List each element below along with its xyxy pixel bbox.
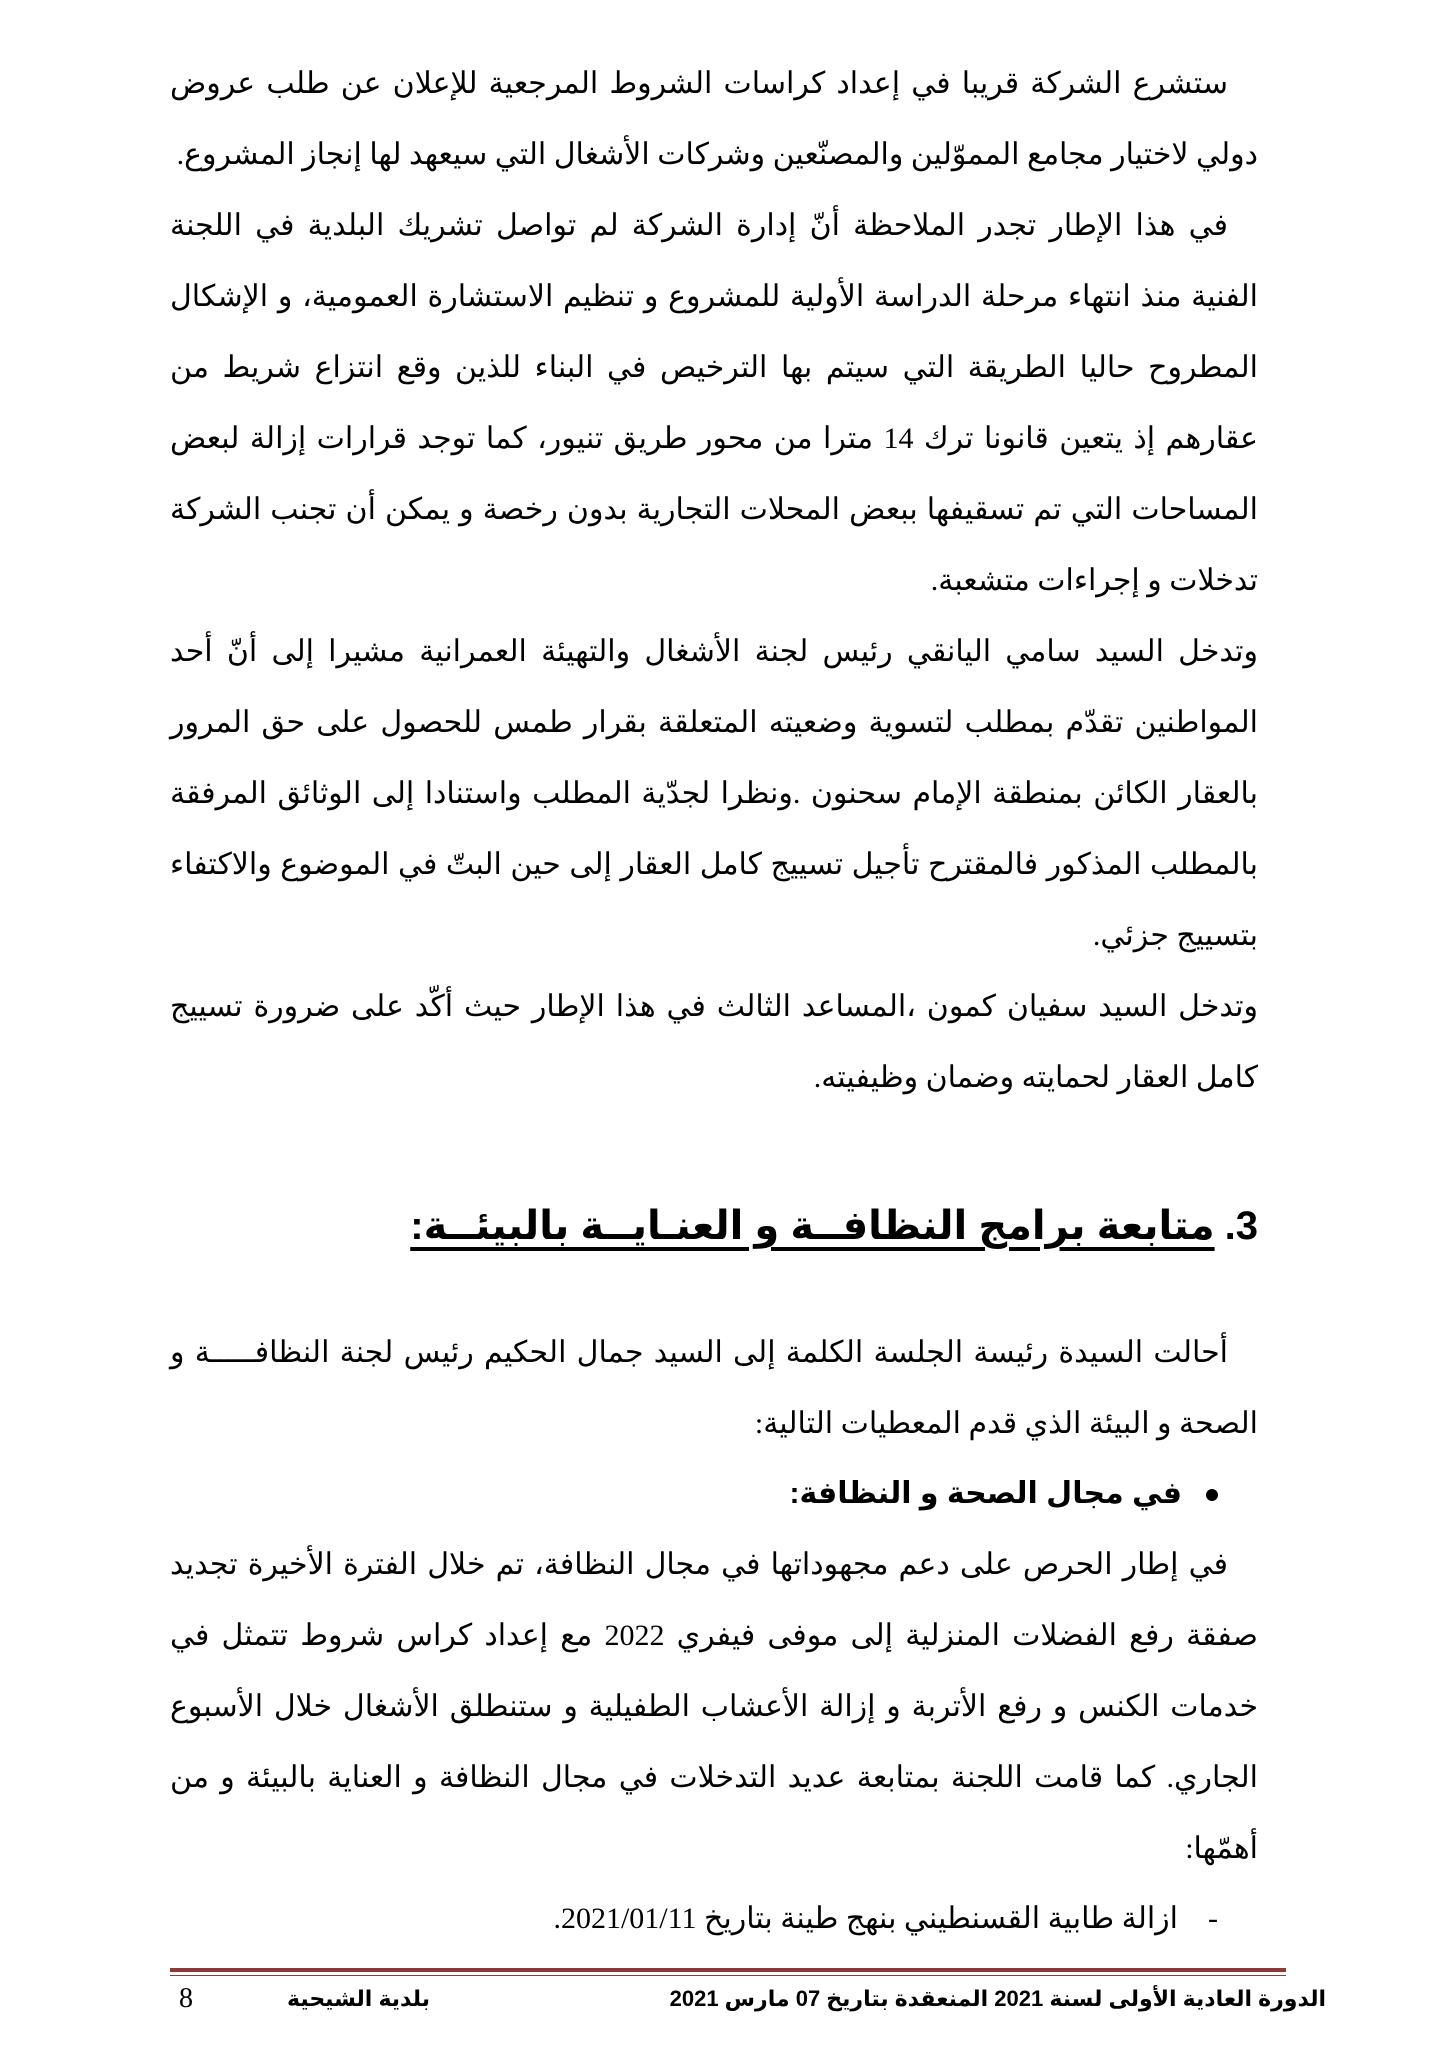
paragraph-technical-committee: في هذا الإطار تجدر الملاحظة أنّ إدارة الشركة لم تواصل تشريك البلدية في اللجنة الفنية منذ انتهاء مرحلة الدراسة الأولية للمشروع و تنظيم الاستشارة العمومية، و الإشكال المطروح حاليا الطريقة التي سيتم بها الترخيص في البناء للذين وقع انتزاع شريط من عقارهم إذ يتعين قانونا ترك 14 مترا من محور طريق تنيور، كما توجد قرارات إزالة لبعض المساحات التي تم تسقيفها ببعض المحلات التجارية بدون رخصة و يمكن أن تجنب الشركة تدخلات و إجراءات متشعبة. — [170, 209, 1258, 597]
bullet-heading-health — [170, 1459, 1258, 1529]
paragraph-works-committee: وتدخل السيد سامي اليانقي رئيس لجنة الأشغال والتهيئة العمرانية مشيرا إلى أنّ أحد المواطنين تقدّم بمطلب لتسوية وضعيته المتعلقة بقرار طمس للحصول على حق المرور بالعقار الكائن بمنطقة الإمام سحنون .ونظرا لجدّية المطلب واستنادا إلى الوثائق المرفقة بالمطلب المذكور فالمقترح تأجيل تسييج كامل العقار إلى حين البتّ في الموضوع والاكتفاء بتسييج جزئي. — [170, 635, 1258, 952]
bullet-icon — [1206, 1489, 1218, 1501]
section-title: متابعة برامج النظافــة و العنـايــة بالبيئــة: — [410, 1204, 1215, 1248]
paragraph-company-tender: ستشرع الشركة قريبا في إعداد كراسات الشروط المرجعية للإعلان عن طلب عروض دولي لاختيار مجامع المموّلين والمصنّعين وشركات الأشغال التي سيعهد لها إنجاز المشروع. — [170, 67, 1258, 171]
bullet-heading-label: في مجال الصحة و النظافة: — [789, 1477, 1182, 1510]
list-item-text: ازالة طابية القسنطيني بنهج طينة بتاريخ 2021/01/11. — [553, 1902, 1178, 1935]
page-number: 8 — [179, 1983, 193, 2014]
section-heading — [170, 1191, 1258, 1261]
footer-divider — [170, 1968, 1286, 1972]
list-item — [170, 1884, 1258, 1954]
dash-icon: - — [1208, 1902, 1218, 1935]
section-number: 3. — [1224, 1204, 1258, 1248]
footer-session-info: الدورة العادية الأولى لسنة 2021 المنعقدة بتاريخ 07 مارس 2021 — [669, 1986, 1326, 2011]
document-body — [170, 48, 1258, 1954]
paragraph-cleanliness-efforts: في إطار الحرص على دعم مجهوداتها في مجال النظافة، تم خلال الفترة الأخيرة تجديد صفقة رفع الفضلات المنزلية إلى موفى فيفري 2022 مع إعداد كراس شروط تتمثل في خدمات الكنس و رفع الأتربة و إزالة الأعشاب الطفيلية و ستنطلق الأشغال خلال الأسبوع الجاري. كما قامت اللجنة بمتابعة عديد التدخلات في مجال النظافة و العناية بالبيئة و من أهمّها: — [170, 1548, 1258, 1865]
footer-municipality: بلدية الشيحية — [287, 1986, 431, 2011]
paragraph-third-assistant: وتدخل السيد سفيان كمون ،المساعد الثالث في هذا الإطار حيث أكّد على ضرورة تسييج كامل العقار لحمايته وضمان وظيفيته. — [170, 990, 1258, 1094]
paragraph-intro: أحالت السيدة رئيسة الجلسة الكلمة إلى السيد جمال الحكيم رئيس لجنة النظافـــــة و الصحة و البيئة الذي قدم المعطيات التالية: — [170, 1336, 1258, 1440]
footer-divider-thin — [170, 1975, 1286, 1976]
